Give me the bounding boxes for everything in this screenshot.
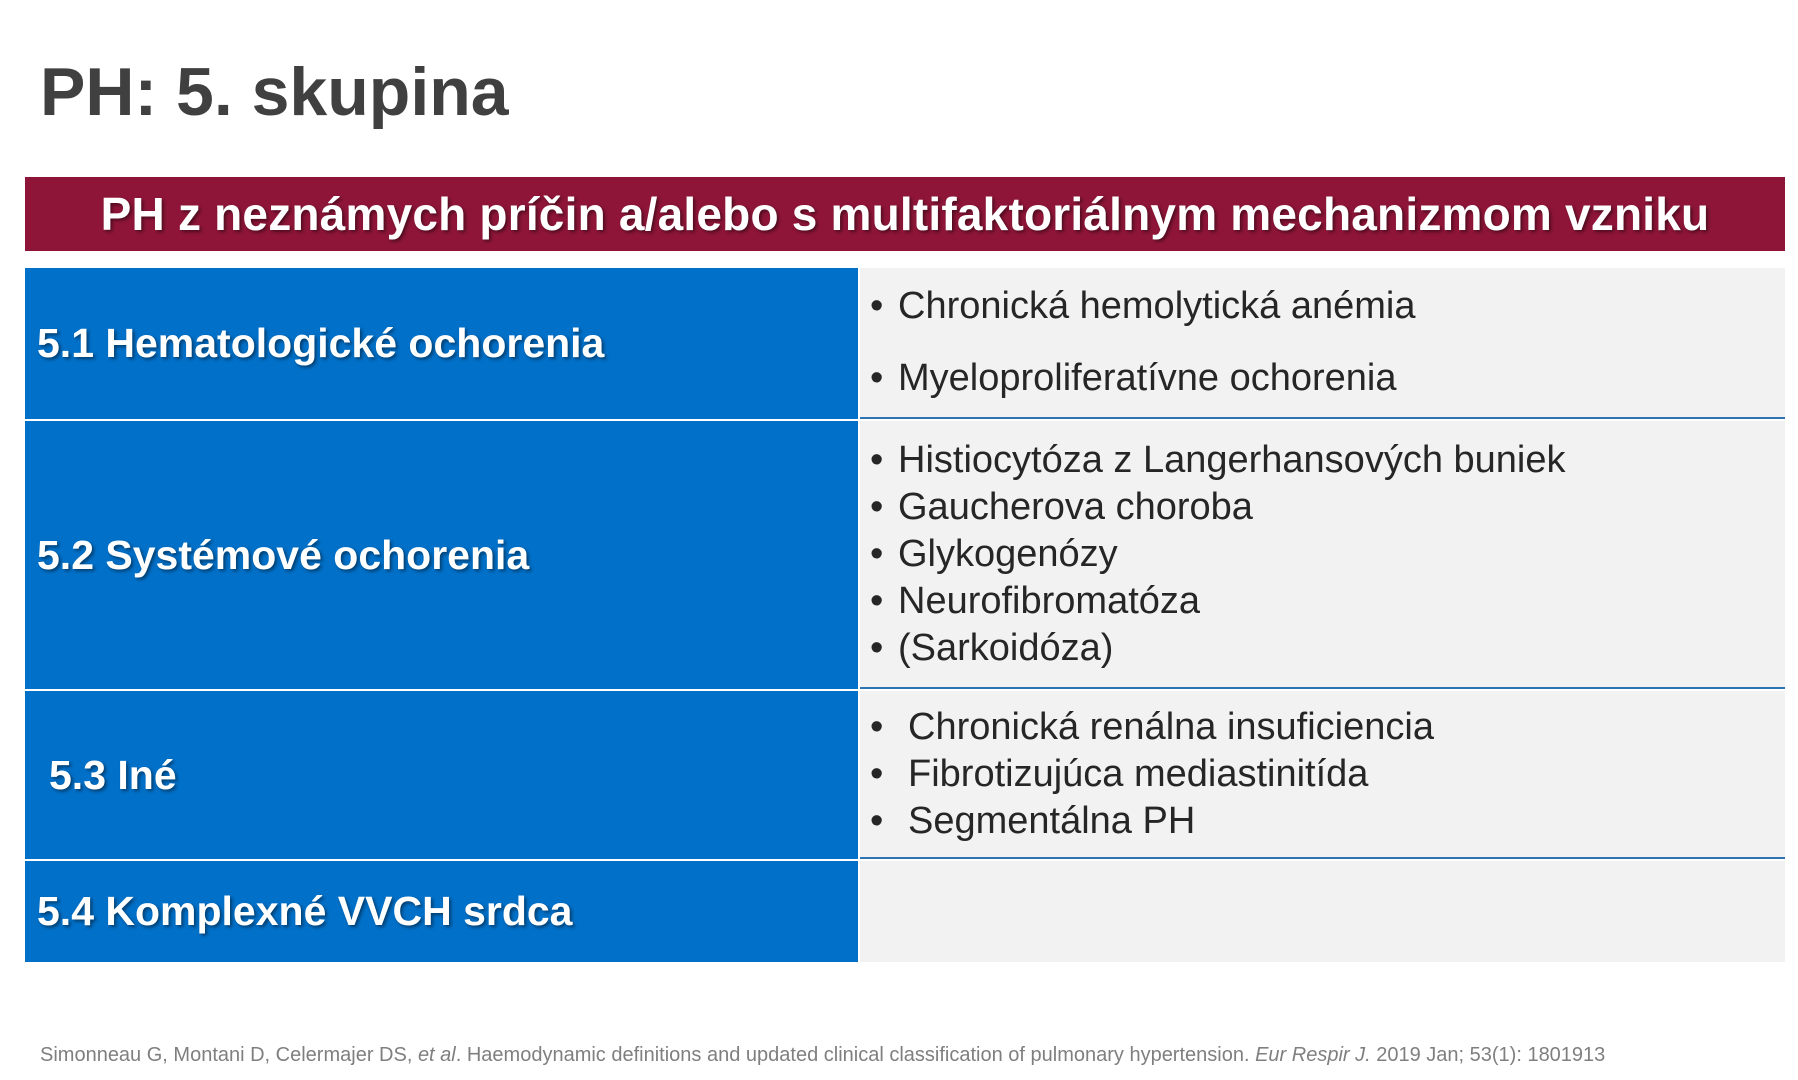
citation-journal: Eur Respir J. [1255,1044,1371,1066]
list-item [870,704,1785,751]
category-cell: 5.4 Komplexné VVCH srdca [25,861,858,962]
list-item [870,437,1785,484]
group-banner: PH z neznámych príčin a/alebo s multifaktoriálnym mechanizmom vzniku [25,177,1785,251]
classification-table [25,268,1785,962]
list-item-text: Chronická renálna insuficiencia [908,705,1434,748]
list-item [870,798,1785,845]
bullet-icon: • [870,485,884,528]
table-row [25,421,1785,689]
list-item-text: Gaucherova choroba [898,485,1253,528]
citation-footnote [40,1044,1605,1067]
bullet-icon: • [870,357,884,399]
citation-authors: Simonneau G, Montani D, Celermajer DS, [40,1044,418,1066]
bullet-icon: • [870,579,884,622]
table-row [25,268,1785,419]
bullet-icon: • [870,438,884,481]
category-cell: 5.3 Iné [25,691,858,859]
list-item-text: Chronická hemolytická anémia [898,285,1416,327]
list-item [870,531,1785,578]
list-item [870,283,1785,330]
bullet-icon: • [870,285,884,327]
citation-etal: et al [417,1044,456,1066]
list-item [870,355,1785,402]
list-item-text: Neurofibromatóza [898,579,1201,622]
list-item-text: Glykogenózy [898,532,1118,575]
bullet-icon: • [870,705,884,748]
page-title: PH: 5. skupina [40,54,509,130]
list-item [870,484,1785,531]
items-cell [860,691,1785,859]
bullet-icon: • [870,799,884,842]
category-cell: 5.2 Systémové ochorenia [25,421,858,689]
list-item-text: Fibrotizujúca mediastinitída [908,752,1369,795]
items-cell [860,268,1785,419]
table-row [25,861,1785,962]
list-item [870,625,1785,672]
items-cell-empty [860,861,1785,962]
bullet-icon: • [870,626,884,669]
items-cell [860,421,1785,689]
list-item-text: Myeloproliferatívne ochorenia [898,357,1397,399]
table-row [25,691,1785,859]
list-item [870,751,1785,798]
bullet-icon: • [870,752,884,795]
category-cell: 5.1 Hematologické ochorenia [25,268,858,419]
list-item-text: (Sarkoidóza) [898,626,1114,669]
list-item [870,578,1785,625]
list-item-text: Histiocytóza z Langerhansových buniek [898,438,1566,481]
citation-reference: 2019 Jan; 53(1): 1801913 [1370,1044,1606,1066]
list-item-text: Segmentálna PH [908,799,1196,842]
bullet-icon: • [870,532,884,575]
citation-text: . Haemodynamic definitions and updated clinical classification of pulmonary hypertension. [455,1044,1256,1066]
